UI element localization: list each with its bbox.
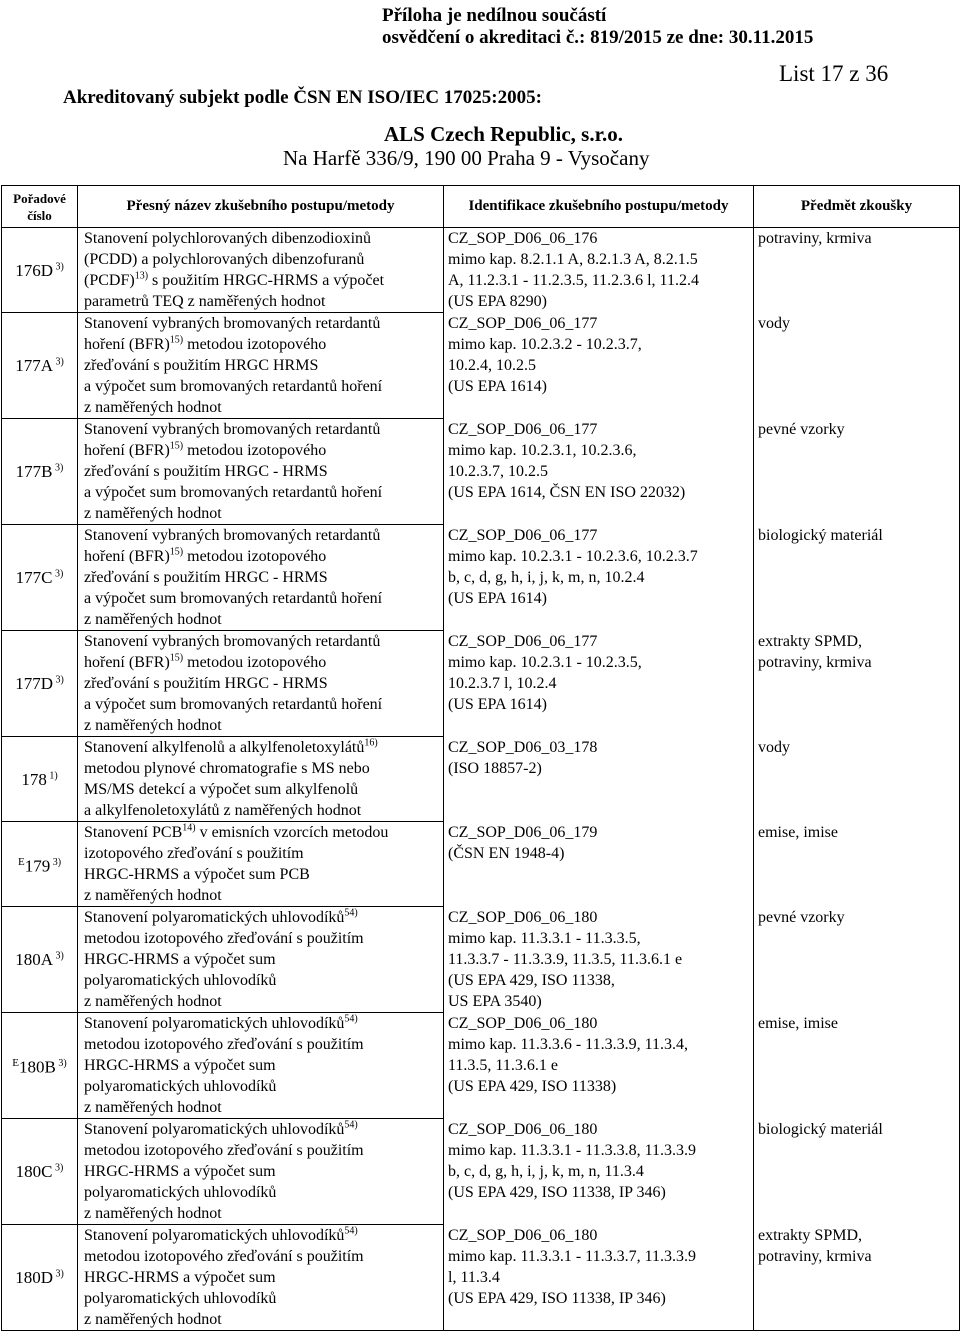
method-ident-line: (US EPA 1614, ČSN EN ISO 22032)	[448, 483, 686, 501]
table-row	[2, 228, 960, 313]
test-subject	[754, 1119, 960, 1225]
test-subject	[754, 313, 960, 419]
method-ident-line: mimo kap. 11.3.3.1 - 11.3.3.5,	[448, 929, 641, 947]
method-ident-line: (US EPA 429, ISO 11338,	[448, 971, 615, 989]
row-footnote: 3)	[52, 950, 64, 962]
method-ident-line: CZ_SOP_D06_06_180	[448, 908, 598, 926]
annex-note: Příloha je nedílnou součástí	[382, 5, 607, 26]
col-order: Pořadové číslo	[2, 186, 78, 228]
company-name: ALS Czech Republic, s.r.o.	[384, 122, 623, 146]
col-subject: Předmět zkoušky	[754, 186, 960, 228]
method-name-line: zřeďování s použitím HRGC HRMS	[84, 357, 319, 374]
method-ident-line: mimo kap. 10.2.3.2 - 10.2.3.7,	[448, 335, 642, 353]
method-name-line: Stanovení polyaromatických uhlovodíků$^{54)}$	[84, 1119, 358, 1138]
method-name-line: metodou izotopového zřeďování s použitím	[84, 1142, 364, 1159]
method-name-line: (PCDD) a polychlorovaných dibenzofuranů	[84, 251, 365, 268]
method-name	[78, 228, 444, 313]
method-ident-line: l, 11.3.4	[448, 1268, 500, 1286]
method-ident-line: mimo kap. 11.3.3.6 - 11.3.3.9, 11.3.4,	[448, 1035, 688, 1053]
row-number-text: 177D	[15, 674, 53, 693]
method-ident-line: CZ_SOP_D06_06_177	[448, 526, 598, 544]
row-number-text: 177A	[15, 356, 53, 375]
method-ident	[444, 313, 754, 419]
method-ident-line: 10.2.3.7, 10.2.5	[448, 462, 548, 480]
method-name	[78, 419, 444, 525]
table-row	[2, 907, 960, 1013]
method-ident	[444, 228, 754, 313]
table-row	[2, 737, 960, 822]
method-ident-line: b, c, d, g, h, i, j, k, m, n, 10.2.4	[448, 568, 645, 586]
method-name-line: HRGC-HRMS a výpočet sum PCB	[84, 866, 310, 883]
row-number	[2, 822, 78, 907]
method-name-line: hoření (BFR)$^{15)}$ metodou izotopového	[84, 440, 327, 459]
row-footnote: 1)	[46, 769, 58, 781]
method-name-line: polyaromatických uhlovodíků	[84, 1290, 277, 1307]
method-name-line: zřeďování s použitím HRGC - HRMS	[84, 463, 328, 480]
row-number-text: 178	[21, 769, 47, 789]
col-ident: Identifikace zkušebního postupu/metody	[444, 186, 754, 228]
method-name-line: metodou izotopového zřeďování s použitím	[84, 930, 364, 947]
method-ident-line: mimo kap. 10.2.3.1 - 10.2.3.6, 10.2.3.7	[448, 547, 698, 565]
test-subject-line: pevné vzorky	[758, 908, 845, 926]
method-ident-line: 10.2.4, 10.2.5	[448, 356, 536, 374]
method-name-line: HRGC-HRMS a výpočet sum	[84, 1057, 276, 1074]
method-ident-line: CZ_SOP_D06_06_177	[448, 314, 598, 332]
test-subject-line: vody	[758, 314, 790, 332]
method-name-line: z naměřených hodnot	[84, 1099, 222, 1116]
method-ident-line: CZ_SOP_D06_06_179	[448, 823, 598, 841]
method-name-line: a výpočet sum bromovaných retardantů hoření	[84, 696, 383, 713]
row-number	[2, 525, 78, 631]
method-name	[78, 631, 444, 737]
row-prefix: E	[17, 855, 25, 868]
row-footnote: 3)	[52, 356, 64, 368]
footnote-ref: 54)	[344, 1119, 358, 1131]
row-footnote: 3)	[55, 1058, 67, 1070]
method-name-line: HRGC-HRMS a výpočet sum	[84, 1163, 276, 1180]
method-name-line: z naměřených hodnot	[84, 993, 222, 1010]
method-ident-line: CZ_SOP_D06_06_180	[448, 1014, 598, 1032]
certificate-line: osvědčení o akreditaci č.: 819/2015 ze dne: 30.11.2015	[382, 27, 814, 48]
test-subject-line: pevné vzorky	[758, 420, 845, 438]
method-name	[78, 1225, 444, 1331]
method-ident-line: (US EPA 1614)	[448, 377, 547, 395]
method-ident-line: CZ_SOP_D06_06_177	[448, 632, 598, 650]
row-number	[2, 907, 78, 1013]
method-name-line: (PCDF)$^{13)}$ s použitím HRGC-HRMS a výpočet	[84, 270, 385, 289]
method-name	[78, 1013, 444, 1119]
method-name-line: Stanovení vybraných bromovaných retardantů	[84, 633, 381, 650]
method-ident-line: (US EPA 429, ISO 11338, IP 346)	[448, 1289, 666, 1307]
method-ident-line: (US EPA 1614)	[448, 589, 547, 607]
method-ident-line: CZ_SOP_D06_03_178	[448, 738, 598, 756]
method-name-line: hoření (BFR)$^{15)}$ metodou izotopového	[84, 334, 327, 353]
test-subject-line: potraviny, krmiva	[758, 1247, 872, 1265]
method-name-line: a výpočet sum bromovaných retardantů hoření	[84, 484, 383, 501]
row-number	[2, 228, 78, 313]
method-ident-line: (ISO 18857-2)	[448, 759, 542, 777]
row-number-text: 180C	[15, 1162, 53, 1181]
row-footnote: 3)	[52, 1162, 64, 1174]
method-name-line: zřeďování s použitím HRGC - HRMS	[84, 675, 328, 692]
method-name	[78, 822, 444, 907]
method-name-line: z naměřených hodnot	[84, 1311, 222, 1328]
method-name-line: Stanovení vybraných bromovaných retardantů	[84, 421, 381, 438]
method-name-line: parametrů TEQ z naměřených hodnot	[84, 293, 326, 310]
method-name-line: HRGC-HRMS a výpočet sum	[84, 1269, 276, 1286]
row-number	[2, 1225, 78, 1331]
method-name-line: Stanovení PCB$^{14)}$ v emisních vzorcích metodou	[84, 822, 389, 841]
method-ident-line: (US EPA 429, ISO 11338, IP 346)	[448, 1183, 666, 1201]
method-ident	[444, 419, 754, 525]
method-ident	[444, 907, 754, 1013]
method-name	[78, 313, 444, 419]
method-name-line: HRGC-HRMS a výpočet sum	[84, 951, 276, 968]
row-number-text: 179	[24, 856, 51, 876]
method-name-line: z naměřených hodnot	[84, 505, 222, 522]
method-name-line: a alkylfenoletoxylátů z naměřených hodnot	[84, 802, 362, 819]
method-name-line: polyaromatických uhlovodíků	[84, 972, 277, 989]
footnote-ref: 15)	[169, 652, 184, 664]
method-ident-line: US EPA 3540)	[448, 992, 542, 1010]
method-ident-line: A, 11.2.3.1 - 11.2.3.5, 11.2.3.6 l, 11.2.4	[448, 272, 699, 289]
method-name	[78, 1119, 444, 1225]
test-subject	[754, 631, 960, 737]
table-row	[2, 313, 960, 419]
row-footnote: 3)	[52, 1268, 64, 1280]
table-row	[2, 631, 960, 737]
method-name-line: Stanovení alkylfenolů a alkylfenoletoxylátů$^{16)}$	[84, 737, 378, 756]
method-name-line: Stanovení polyaromatických uhlovodíků$^{54)}$	[84, 1013, 358, 1032]
row-number	[2, 737, 78, 822]
row-number-text: 177B	[15, 462, 53, 481]
row-footnote: 3)	[52, 568, 64, 580]
method-name-line: metodou izotopového zřeďování s použitím	[84, 1036, 364, 1053]
test-subject	[754, 228, 960, 313]
method-name-line: Stanovení polychlorovaných dibenzodioxinů	[84, 230, 372, 247]
method-ident	[444, 1225, 754, 1331]
table-row	[2, 1225, 960, 1331]
method-ident-line: (US EPA 1614)	[448, 695, 547, 713]
row-number	[2, 1119, 78, 1225]
method-ident-line: b, c, d, g, h, i, j, k, m, n, 11.3.4	[448, 1162, 644, 1180]
footnote-ref: 16)	[364, 737, 378, 749]
test-subject	[754, 1013, 960, 1119]
method-name-line: Stanovení vybraných bromovaných retardantů	[84, 527, 381, 544]
method-name-line: a výpočet sum bromovaných retardantů hoření	[84, 590, 383, 607]
method-ident-line: (US EPA 429, ISO 11338)	[448, 1077, 617, 1095]
test-subject-line: extrakty SPMD,	[758, 1226, 862, 1244]
company-address: Na Harfě 336/9, 190 00 Praha 9 - Vysočany	[283, 146, 650, 170]
test-subject-line: emise, imise	[758, 823, 838, 841]
row-number	[2, 313, 78, 419]
row-number-text: 180B	[19, 1057, 56, 1077]
table-row	[2, 419, 960, 525]
test-subject-line: emise, imise	[758, 1014, 838, 1032]
method-ident-line: mimo kap. 11.3.3.1 - 11.3.3.8, 11.3.3.9	[448, 1141, 696, 1159]
method-name-line: metodou plynové chromatografie s MS nebo	[84, 760, 370, 777]
method-ident-line: CZ_SOP_D06_06_176	[448, 230, 598, 247]
method-ident	[444, 737, 754, 822]
row-number	[2, 631, 78, 737]
row-footnote: 3)	[50, 856, 62, 868]
footnote-ref: 15)	[169, 546, 184, 558]
method-ident-line: CZ_SOP_D06_06_180	[448, 1120, 598, 1138]
method-name-line: Stanovení vybraných bromovaných retardantů	[84, 315, 381, 332]
method-name-line: z naměřených hodnot	[84, 399, 222, 416]
row-footnote: 3)	[52, 462, 64, 474]
test-subject-line: vody	[758, 738, 790, 756]
method-ident	[444, 631, 754, 737]
method-name-line: hoření (BFR)$^{15)}$ metodou izotopového	[84, 546, 327, 565]
method-name-line: zřeďování s použitím HRGC - HRMS	[84, 569, 328, 586]
test-subject-line: biologický materiál	[758, 1120, 883, 1138]
method-name	[78, 907, 444, 1013]
row-number	[2, 419, 78, 525]
test-subject	[754, 822, 960, 907]
method-name-line: z naměřených hodnot	[84, 717, 222, 734]
test-subject-line: potraviny, krmiva	[758, 653, 872, 671]
method-name-line: z naměřených hodnot	[84, 1205, 222, 1222]
method-name	[78, 525, 444, 631]
method-name-line: metodou izotopového zřeďování s použitím	[84, 1248, 364, 1265]
method-name-line: a výpočet sum bromovaných retardantů hoření	[84, 378, 383, 395]
row-prefix: E	[12, 1057, 20, 1070]
method-ident	[444, 525, 754, 631]
footnote-ref: 54)	[344, 907, 358, 919]
row-number-text: 177C	[15, 568, 53, 587]
row-number	[2, 1013, 78, 1119]
method-ident-line: mimo kap. 8.2.1.1 A, 8.2.1.3 A, 8.2.1.5	[448, 251, 698, 268]
footnote-ref: 14)	[182, 822, 196, 834]
test-subject	[754, 737, 960, 822]
accredited-subject: Akreditovaný subjekt podle ČSN EN ISO/IEC 17025:2005:	[63, 87, 542, 108]
table-row	[2, 1013, 960, 1119]
method-ident-line: mimo kap. 10.2.3.1 - 10.2.3.5,	[448, 653, 642, 671]
test-subject-line: biologický materiál	[758, 526, 883, 544]
method-ident-line: 11.3.5, 11.3.6.1 e	[448, 1056, 558, 1074]
test-subject	[754, 419, 960, 525]
table-row	[2, 1119, 960, 1225]
method-name-line: Stanovení polyaromatických uhlovodíků$^{54)}$	[84, 907, 358, 926]
row-number-text: 176D	[15, 260, 53, 280]
method-name-line: izotopového zřeďování s použitím	[84, 845, 304, 862]
footnote-ref: 54)	[344, 1225, 358, 1237]
row-footnote: 3)	[52, 260, 64, 272]
page-number: List 17 z 36	[779, 61, 889, 86]
test-subject-line: potraviny, krmiva	[758, 230, 872, 247]
row-number-text: 180A	[15, 950, 53, 969]
footnote-ref: 54)	[344, 1013, 358, 1025]
method-name-line: z naměřených hodnot	[84, 887, 222, 904]
method-ident	[444, 1013, 754, 1119]
table-row	[2, 525, 960, 631]
method-name-line: Stanovení polyaromatických uhlovodíků$^{54)}$	[84, 1225, 358, 1244]
footnote-ref: 13)	[134, 270, 149, 282]
method-ident-line: 10.2.3.7 l, 10.2.4	[448, 674, 557, 692]
method-ident-line: CZ_SOP_D06_06_177	[448, 420, 598, 438]
col-name: Přesný název zkušebního postupu/metody	[78, 186, 444, 228]
row-number-text: 180D	[15, 1268, 53, 1287]
method-name-line: z naměřených hodnot	[84, 611, 222, 628]
method-ident-line: mimo kap. 10.2.3.1, 10.2.3.6,	[448, 441, 637, 459]
table-row	[2, 822, 960, 907]
row-footnote: 3)	[52, 674, 64, 686]
method-ident	[444, 822, 754, 907]
method-ident-line: mimo kap. 11.3.3.1 - 11.3.3.7, 11.3.3.9	[448, 1247, 696, 1265]
method-ident-line: (ČSN EN 1948-4)	[448, 844, 565, 862]
method-ident-line: 11.3.3.7 - 11.3.3.9, 11.3.5, 11.3.6.1 e	[448, 950, 683, 968]
test-subject	[754, 525, 960, 631]
test-subject	[754, 1225, 960, 1331]
method-ident	[444, 1119, 754, 1225]
method-ident-line: (US EPA 8290)	[448, 293, 547, 310]
footnote-ref: 15)	[169, 440, 184, 452]
method-ident-line: CZ_SOP_D06_06_180	[448, 1226, 598, 1244]
footnote-ref: 15)	[169, 334, 184, 346]
method-name-line: MS/MS detekcí a výpočet sum alkylfenolů	[84, 781, 359, 798]
test-subject-line: extrakty SPMD,	[758, 632, 862, 650]
method-name	[78, 737, 444, 822]
method-name-line: polyaromatických uhlovodíků	[84, 1184, 277, 1201]
methods-table	[1, 185, 960, 1331]
test-subject	[754, 907, 960, 1013]
method-name-line: polyaromatických uhlovodíků	[84, 1078, 277, 1095]
method-name-line: hoření (BFR)$^{15)}$ metodou izotopového	[84, 652, 327, 671]
